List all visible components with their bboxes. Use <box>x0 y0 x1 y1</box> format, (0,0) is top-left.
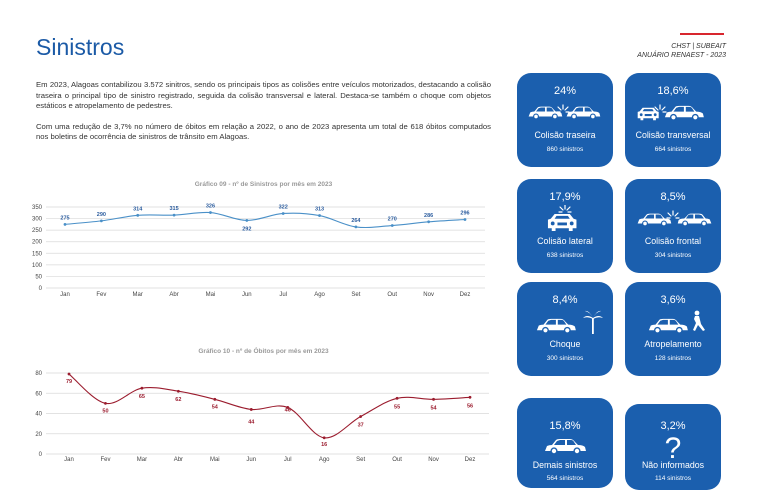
card-count: 114 sinistros <box>654 475 691 482</box>
data-point <box>469 396 472 399</box>
x-tick-label: Out <box>392 457 402 463</box>
data-label: 16 <box>321 441 328 448</box>
card-percent: 15,8% <box>549 420 581 432</box>
data-label: 37 <box>357 422 364 429</box>
x-tick-label: Abr <box>169 292 179 298</box>
y-tick-label: 0 <box>38 286 42 292</box>
x-tick-label: Jun <box>241 292 252 298</box>
card-colis-o-traseira <box>517 73 613 167</box>
y-tick-label: 350 <box>31 205 42 211</box>
data-label: 55 <box>394 404 401 411</box>
data-label: 292 <box>242 226 252 233</box>
y-tick-label: 50 <box>35 274 42 281</box>
data-point <box>250 408 253 411</box>
x-tick-label: Mai <box>209 457 220 463</box>
header-org-line1: CHST | SUBEAIT <box>671 43 726 50</box>
card-count: 664 sinistros <box>654 146 692 153</box>
card-label: Não informados <box>641 460 705 470</box>
card-label: Atropelamento <box>644 339 702 349</box>
data-point <box>104 402 107 405</box>
card-percent: 18,6% <box>657 85 689 97</box>
card-count: 300 sinistros <box>546 355 584 362</box>
card-label: Demais sinistros <box>532 460 598 470</box>
card-count: 128 sinistros <box>654 355 692 362</box>
data-label: 313 <box>314 206 325 213</box>
x-tick-label: Out <box>387 292 398 298</box>
card-demais-sinistros <box>517 398 613 492</box>
intro-paragraph-1: Em 2023, Alagoas contabilizou 3.572 sinitros, sendo os principais tipos as colisões entre veículos motorizados, destacando a colisão traseira o principal tipo de sinistro registrado, seguida da colisão transversal e lateral. Destaca-se também o choque com objetos estáticos e atropelamento de pedestres. <box>36 80 491 111</box>
x-tick-label: Fev <box>96 292 107 298</box>
page-title: Sinistros <box>36 34 125 60</box>
card-percent: 8,5% <box>660 191 686 203</box>
x-tick-label: Ago <box>318 457 330 463</box>
x-tick-label: Dez <box>464 457 476 463</box>
x-tick-label: Jun <box>246 457 257 463</box>
data-label: 62 <box>175 397 182 404</box>
card-percent: 3,6% <box>660 294 686 306</box>
y-tick-label: 100 <box>31 262 42 269</box>
data-label: 50 <box>102 408 109 415</box>
data-point <box>68 373 71 376</box>
svg-text:?: ? <box>664 432 682 460</box>
card-count: 564 sinistros <box>546 475 584 482</box>
data-label: 275 <box>60 215 70 222</box>
data-label: 296 <box>460 210 470 217</box>
card-label: Colisão lateral <box>537 236 593 246</box>
x-tick-label: Mai <box>205 292 216 298</box>
data-label: 264 <box>351 217 361 224</box>
data-point <box>177 390 180 393</box>
data-point <box>141 387 144 390</box>
data-label: 270 <box>387 216 397 223</box>
pedestrian-hit-icon <box>633 308 713 338</box>
x-tick-label: Abr <box>173 457 184 463</box>
data-label: 46 <box>284 407 291 414</box>
x-tick-label: Nov <box>423 292 434 298</box>
card-percent: 17,9% <box>549 191 581 203</box>
chart-title-sinistros: Gráfico 09 - nº de Sinistros por mês em 2023 <box>194 181 333 188</box>
car-icon <box>525 430 605 460</box>
x-tick-label: Set <box>351 292 361 298</box>
chart-title-obitos: Gráfico 10 - nº de Óbitos por mês em 2023 <box>198 348 329 355</box>
question-mark-icon <box>633 430 713 460</box>
card-label: Colisão frontal <box>644 236 702 246</box>
data-label: 290 <box>96 211 106 218</box>
y-tick-label: 20 <box>35 431 42 438</box>
data-point <box>213 398 216 401</box>
data-point <box>432 398 435 401</box>
card-count: 860 sinistros <box>546 146 584 153</box>
x-tick-label: Mar <box>136 457 148 463</box>
transverse-collision-icon <box>633 99 713 129</box>
data-point <box>323 436 326 439</box>
card-colis-o-transversal <box>625 73 721 167</box>
series-line <box>69 374 470 438</box>
rear-collision-icon <box>525 99 605 129</box>
y-tick-label: 80 <box>35 371 42 377</box>
card-n-o-informados <box>625 398 721 492</box>
data-label: 54 <box>211 404 218 411</box>
x-tick-label: Jul <box>279 292 288 298</box>
side-collision-icon <box>525 205 605 235</box>
card-percent: 3,2% <box>660 420 686 432</box>
intro-paragraph-2: Com uma redução de 3,7% no número de óbitos em relação a 2022, o ano de 2023 apresenta um total de 618 óbitos computados nos boletins de ocorrência de sinistros de trânsito em Alagoas. <box>36 121 491 142</box>
card-choque <box>517 282 613 376</box>
data-point <box>396 397 399 400</box>
x-tick-label: Jan <box>60 292 70 298</box>
y-tick-label: 40 <box>35 411 42 418</box>
card-count: 638 sinistros <box>546 252 584 259</box>
y-tick-label: 200 <box>31 239 42 246</box>
card-label: Colisão transversal <box>635 130 711 140</box>
y-tick-label: 150 <box>31 251 42 258</box>
crash-tree-icon <box>525 308 605 338</box>
x-tick-label: Fev <box>100 457 111 463</box>
x-tick-label: Dez <box>459 292 471 298</box>
card-label: Choque <box>549 339 581 349</box>
card-percent: 24% <box>553 85 577 97</box>
x-tick-label: Ago <box>314 292 325 298</box>
x-tick-label: Jul <box>283 457 292 463</box>
y-tick-label: 60 <box>35 391 42 398</box>
x-tick-label: Nov <box>428 457 439 463</box>
y-tick-label: 0 <box>38 452 42 458</box>
header-org-line2: ANUÁRIO RENAEST - 2023 <box>637 52 726 59</box>
data-label: 326 <box>205 203 216 210</box>
data-label: 314 <box>133 206 143 213</box>
x-tick-label: Jan <box>64 457 74 463</box>
card-percent: 8,4% <box>552 294 578 306</box>
y-tick-label: 300 <box>31 216 42 223</box>
data-label: 56 <box>466 403 474 410</box>
card-colis-o-frontal <box>625 179 721 273</box>
data-label: 286 <box>424 212 434 219</box>
data-label: 79 <box>65 379 73 386</box>
data-label: 322 <box>278 204 288 211</box>
y-tick-label: 250 <box>31 228 42 235</box>
x-tick-label: Set <box>356 457 366 463</box>
data-point <box>359 415 362 418</box>
card-colis-o-lateral <box>517 179 613 273</box>
card-count: 304 sinistros <box>654 252 692 259</box>
x-tick-label: Mar <box>132 292 143 298</box>
frontal-collision-icon <box>633 205 713 235</box>
card-label: Colisão traseira <box>534 130 596 140</box>
data-label: 54 <box>430 405 437 412</box>
data-label: 65 <box>138 394 145 401</box>
data-label: 315 <box>169 206 179 213</box>
data-label: 44 <box>248 419 255 426</box>
card-atropelamento <box>625 282 721 376</box>
